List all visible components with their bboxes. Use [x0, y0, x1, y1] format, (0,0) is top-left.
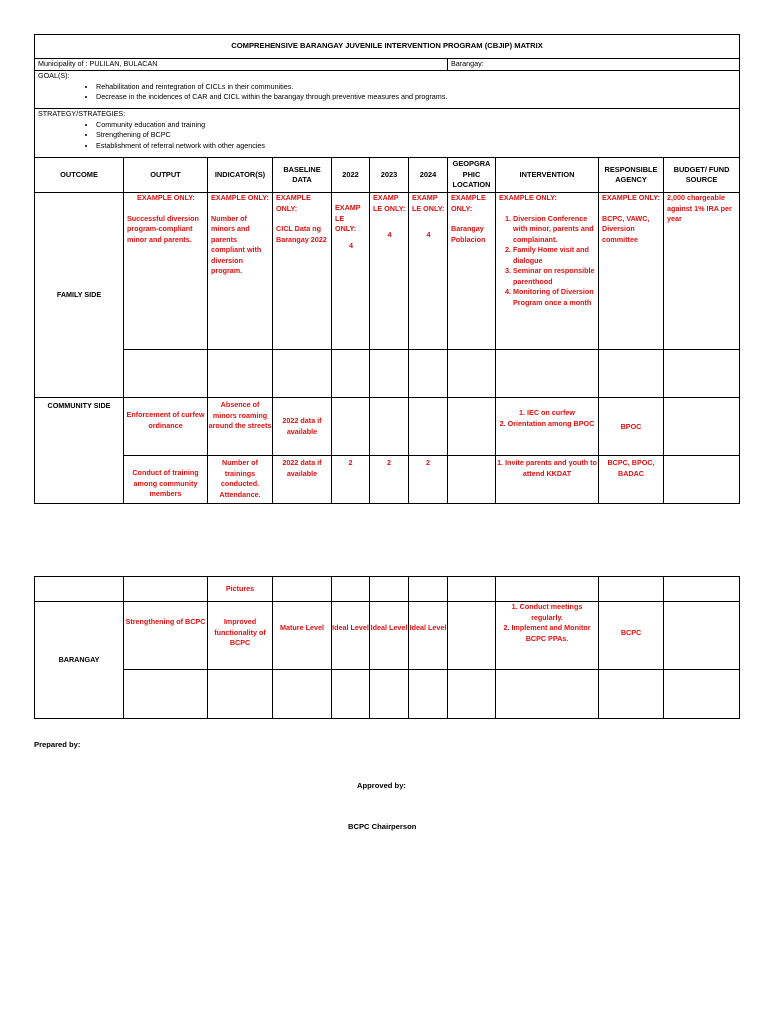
empty-cell	[409, 350, 448, 398]
example-label: EXAMPLE ONLY:	[602, 193, 660, 202]
empty-cell	[370, 398, 409, 456]
approved-by-label: Approved by:	[357, 781, 406, 790]
example-label: EXAMP LE ONLY:	[335, 203, 361, 233]
family-agency-cell	[599, 193, 664, 350]
empty-cell	[124, 350, 208, 398]
empty-cell	[664, 398, 740, 456]
goal-item: • Rehabilitation and reintegration of CICLs in their communities.	[96, 82, 737, 93]
community-baseline-2: 2022 data if available	[273, 456, 332, 504]
empty-cell	[124, 670, 208, 719]
municipality-field: Municipality of : PULILAN, BULACAN	[35, 59, 448, 71]
community-baseline-1: 2022 data if available	[273, 398, 332, 456]
family-location: Barangay Poblacion	[451, 224, 486, 244]
family-2024-cell	[409, 193, 448, 350]
empty-cell	[124, 577, 208, 602]
intervention-item: 3. Seminar on responsible parenthood	[513, 266, 596, 287]
family-baseline: CICL Data ng Barangay 2022	[276, 224, 327, 244]
empty-cell	[496, 577, 599, 602]
header-intervention: INTERVENTION	[496, 158, 599, 193]
strategies-label: STRATEGY/STRATEGIES:	[38, 109, 126, 118]
example-label: EXAMP LE ONLY:	[412, 193, 445, 213]
empty-cell	[332, 350, 370, 398]
example-label: EXAMP LE ONLY:	[373, 193, 406, 213]
barangay-output: Strengthening of BCPC	[124, 602, 208, 670]
goals-section	[35, 71, 740, 109]
barangay-2023-value: Ideal Level	[370, 602, 409, 670]
community-agency-2: BCPC, BPOC, BADAC	[599, 456, 664, 504]
community-indicator-1: Absence of minors roaming around the streets	[208, 398, 273, 456]
barangay-indicator: Improved functionality of BCPC	[208, 602, 273, 670]
empty-cell	[273, 670, 332, 719]
family-indicator-cell	[208, 193, 273, 350]
empty-cell	[332, 398, 370, 456]
strategy-item: • Community education and training	[96, 120, 737, 131]
header-2023: 2023	[370, 158, 409, 193]
empty-cell	[208, 670, 273, 719]
empty-cell	[273, 577, 332, 602]
empty-cell	[370, 670, 409, 719]
barangay-field: Barangay:	[448, 59, 740, 71]
family-2024-value: 4	[426, 230, 431, 239]
barangay-table	[34, 576, 740, 719]
empty-cell	[409, 670, 448, 719]
prepared-by-label: Prepared by:	[34, 740, 81, 749]
community-agency-1: BPOC	[599, 398, 664, 456]
family-budget-cell	[664, 193, 740, 350]
family-2022-cell	[332, 193, 370, 350]
empty-cell	[448, 602, 496, 670]
matrix-title: COMPREHENSIVE BARANGAY JUVENILE INTERVENTION PROGRAM (CBJIP) MATRIX	[35, 35, 740, 59]
example-label: EXAMPLE ONLY:	[276, 193, 311, 213]
strategy-item: • Establishment of referral network with other agencies	[96, 141, 737, 152]
community-output-1: Enforcement of curfew ordinance	[124, 398, 208, 456]
family-budget: 2,000 chargeable against 1% IRA per year	[667, 193, 732, 223]
empty-cell	[664, 602, 740, 670]
empty-cell	[409, 398, 448, 456]
family-2023-value: 4	[387, 230, 392, 239]
barangay-intervention-cell	[496, 602, 599, 670]
empty-cell	[35, 577, 124, 602]
family-2022-value: 4	[349, 240, 353, 250]
intervention-item: 2. Orientation among BPOC	[496, 419, 598, 430]
header-outcome: OUTCOME	[35, 158, 124, 193]
cbjip-matrix-table	[34, 34, 740, 504]
bcpc-chairperson-label: BCPC Chairperson	[348, 822, 417, 831]
community-output-2: Conduct of training among community members	[124, 456, 208, 504]
empty-cell	[448, 350, 496, 398]
family-agency: BCPC, VAWC, Diversion committee	[602, 213, 650, 244]
header-2022: 2022	[332, 158, 370, 193]
empty-cell	[409, 577, 448, 602]
empty-cell	[370, 577, 409, 602]
empty-cell	[448, 577, 496, 602]
header-agency: RESPONSIBLE AGENCY	[599, 158, 664, 193]
example-label: EXAMPLE ONLY:	[211, 193, 269, 202]
empty-cell	[448, 398, 496, 456]
outcome-community-side: COMMUNITY SIDE	[35, 398, 124, 504]
family-baseline-cell	[273, 193, 332, 350]
intervention-item: 1. Conduct meetings regularly.	[496, 602, 598, 623]
intervention-item: 4. Monitoring of Diversion Program once a month	[513, 287, 596, 308]
header-budget: BUDGET/ FUND SOURCE	[664, 158, 740, 193]
empty-cell	[599, 350, 664, 398]
outcome-family-side: FAMILY SIDE	[35, 193, 124, 398]
header-output: OUTPUT	[124, 158, 208, 193]
community-2023-value: 2	[370, 456, 409, 504]
intervention-item: 1. Invite parents and youth to attend KKDAT	[496, 458, 598, 479]
empty-cell	[664, 670, 740, 719]
strategies-section	[35, 109, 740, 158]
empty-cell	[664, 577, 740, 602]
family-indicator: Number of minors and parents compliant with diversion program.	[211, 213, 262, 275]
empty-cell	[664, 456, 740, 504]
barangay-2024-value: Ideal Level	[409, 602, 448, 670]
intervention-item: 2. Implement and Monitor BCPC PPAs.	[496, 623, 598, 644]
empty-cell	[370, 350, 409, 398]
strategy-item: • Strengthening of BCPC	[96, 130, 737, 141]
header-2024: 2024	[409, 158, 448, 193]
empty-cell	[664, 350, 740, 398]
empty-cell	[208, 350, 273, 398]
empty-cell	[332, 577, 370, 602]
header-location: GEOPGRA PHIC LOCATION	[448, 158, 496, 193]
barangay-baseline: Mature Level	[273, 602, 332, 670]
intervention-item: 1. IEC on curfew	[496, 408, 598, 419]
intervention-item: 2. Family Home visit and dialogue	[513, 245, 596, 266]
empty-cell	[448, 456, 496, 504]
empty-cell	[448, 670, 496, 719]
header-baseline: BASELINE DATA	[273, 158, 332, 193]
example-label: EXAMPLE ONLY:	[499, 193, 557, 202]
goal-item: • Decrease in the incidences of CAR and CICL within the barangay through preventive measures and programs.	[96, 92, 737, 103]
family-intervention-cell	[496, 193, 599, 350]
empty-cell	[496, 670, 599, 719]
family-2023-cell	[370, 193, 409, 350]
family-output: Successful diversion program-compliant minor and parents.	[127, 213, 199, 244]
empty-cell	[599, 670, 664, 719]
example-label: EXAMPLE ONLY:	[451, 193, 486, 213]
family-output-cell	[124, 193, 208, 350]
empty-cell	[273, 350, 332, 398]
empty-cell	[332, 670, 370, 719]
header-indicators: INDICATOR(S)	[208, 158, 273, 193]
empty-cell	[599, 577, 664, 602]
family-location-cell	[448, 193, 496, 350]
example-label: EXAMPLE ONLY:	[137, 193, 195, 202]
outcome-barangay: BARANGAY	[35, 602, 124, 719]
community-intervention-1-cell	[496, 398, 599, 456]
community-indicator-2: Number of trainings conducted. Attendance.	[208, 456, 273, 504]
barangay-2022-value: Ideal Level	[332, 602, 370, 670]
intervention-item: 1. Diversion Conference with minor, parents and complainant.	[513, 214, 596, 246]
barangay-agency: BCPC	[599, 602, 664, 670]
pictures-label: Pictures	[208, 577, 273, 602]
community-2022-value: 2	[332, 456, 370, 504]
goals-label: GOAL(S):	[38, 71, 70, 80]
community-2024-value: 2	[409, 456, 448, 504]
community-intervention-2-cell	[496, 456, 599, 504]
empty-cell	[496, 350, 599, 398]
